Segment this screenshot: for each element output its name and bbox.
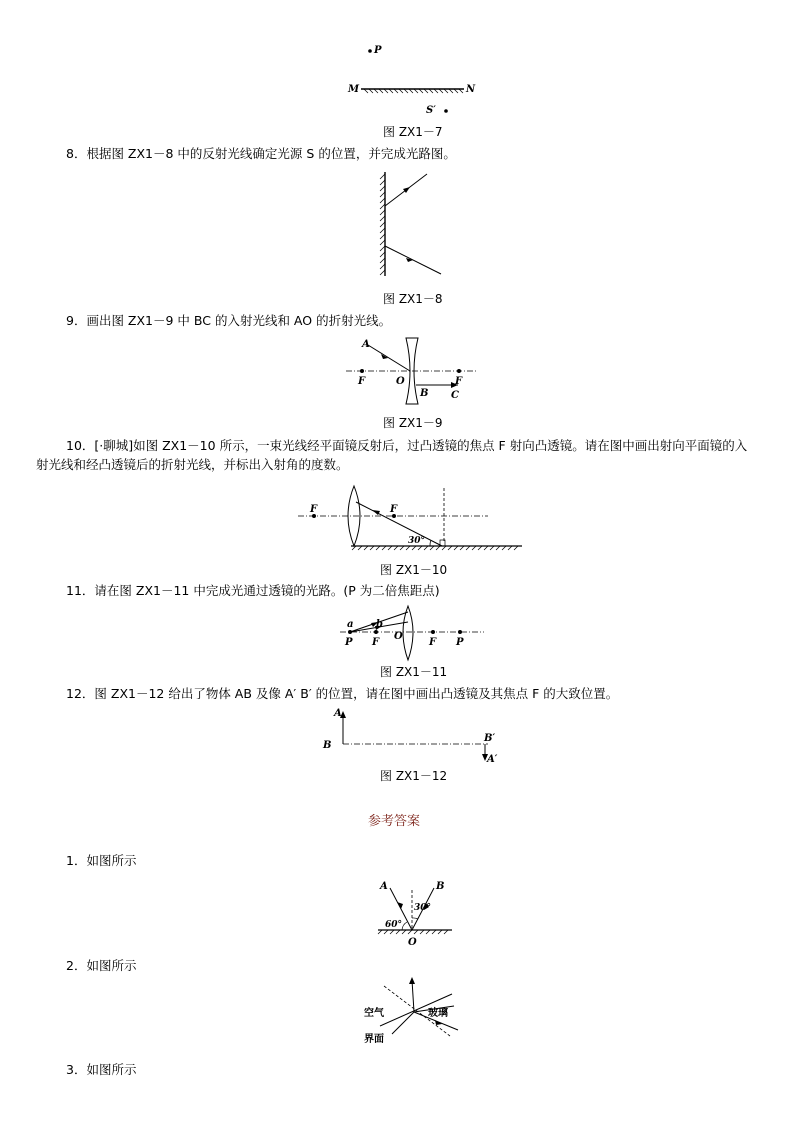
caption-fig7: 图 ZX1－7 [383,125,443,139]
label-b: B [323,740,332,751]
figure-zx1-8 [375,170,455,280]
figure-zx1-9 [340,336,480,406]
label-p: P [374,45,382,56]
label-f-right: F [390,504,398,515]
figure-zx1-12 [320,706,510,766]
question-11: 11．请在图 ZX1－11 中完成光通过透镜的光路。(P 为二倍焦距点) [66,583,440,598]
caption-fig8: 图 ZX1－8 [383,292,443,306]
figure-zx1-10 [296,484,526,554]
label-f-left: F [310,504,318,515]
caption-fig10: 图 ZX1－10 [380,563,448,577]
label-s-image: S′ [426,105,436,116]
label-f-left: F [372,637,380,648]
label-b: B [420,388,429,399]
answer-2-figure [362,974,472,1046]
label-o: O [396,376,405,387]
label-glass: 玻璃 [428,1008,448,1019]
label-interface: 界面 [364,1034,384,1045]
answer-3: 3．如图所示 [66,1062,137,1077]
question-8: 8．根据图 ZX1－8 中的反射光线确定光源 S 的位置，并完成光路图。 [66,146,456,161]
caption-fig9: 图 ZX1－9 [383,416,443,430]
label-a: A [380,881,388,892]
label-angle: 30° [408,536,426,546]
label-f-left: F [358,376,366,387]
caption-fig11: 图 ZX1－11 [380,665,448,679]
answer-1: 1．如图所示 [66,853,137,868]
label-a: a [347,619,354,630]
label-m: M [348,84,360,95]
label-b-prime: B′ [484,733,496,744]
label-a-prime: A′ [487,754,498,765]
label-angle-60: 60° [385,920,403,930]
label-o: O [408,937,417,948]
label-p-right: P [456,637,464,648]
caption-fig12: 图 ZX1－12 [380,769,448,783]
label-b: b [376,619,383,630]
question-10: 10．[·聊城]如图 ZX1－10 所示，一束光线经平面镜反射后，过凸透镜的焦点 F 射向凸透镜。请在图中画出射向平面镜的入射光线和经凸透镜后的折射光线，并标出入射角的度数。 [36,438,748,472]
answers-title: 参考答案 [368,814,421,829]
answer-2: 2．如图所示 [66,958,137,973]
label-angle-30: 30° [414,903,432,913]
label-a: A [362,339,370,350]
label-f-right: F [455,376,463,387]
figure-zx1-11 [338,604,488,662]
label-p-left: P [345,637,353,648]
label-a: A [334,708,342,719]
label-o: O [394,631,403,642]
question-12: 12．图 ZX1－12 给出了物体 AB 及像 A′ B′ 的位置，请在图中画出凸透镜及其焦点 F 的大致位置。 [66,686,619,701]
label-c: C [451,390,459,401]
question-9: 9．画出图 ZX1－9 中 BC 的入射光线和 AO 的折射光线。 [66,313,392,328]
figure-zx1-7 [340,40,476,120]
answer-1-figure [370,876,460,948]
label-b: B [436,881,445,892]
label-air: 空气 [364,1008,384,1019]
label-n: N [466,84,476,95]
label-f-right: F [429,637,437,648]
